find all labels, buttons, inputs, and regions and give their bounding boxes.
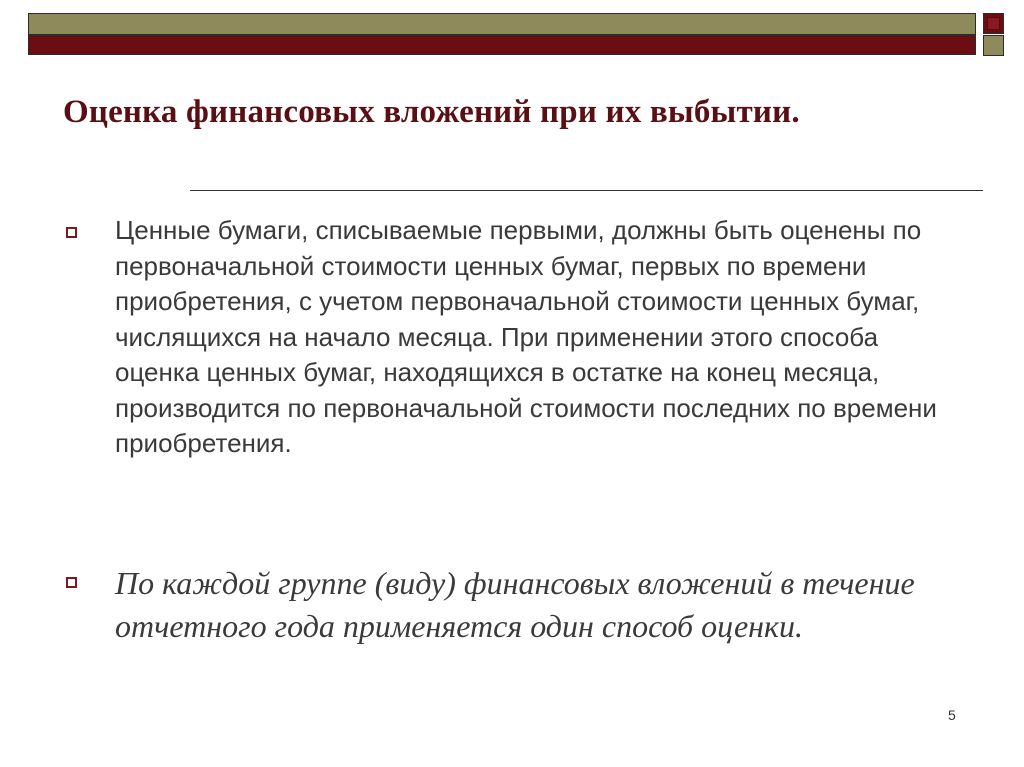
bullet-item-1-text: Ценные бумаги, списываемые первыми, должны быть оценены по первоначальной стоимости ценных бумаг, первых по времени приобретения, с учетом первоначальной стоимости ценных бумаг, числящихся на начало месяца. При применении этого способа оценка ценных бумаг, находящихся в остатке на конец месяца, производится по первоначальной стоимости последних по времени приобретения. xyxy=(115,215,937,458)
hollow-square-bullet-icon xyxy=(66,227,77,238)
header-olive-stripe xyxy=(28,13,976,35)
corner-square-inner xyxy=(987,17,1000,30)
title-divider xyxy=(190,190,983,191)
slide-title: Оценка финансовых вложений при их выбытии. xyxy=(63,94,800,130)
hollow-square-bullet-icon xyxy=(66,577,77,588)
bullet-item-2-text: По каждой группе (виду) финансовых вложений в течение отчетного года применяется один способ оценки. xyxy=(115,565,915,644)
corner-square-bottom xyxy=(983,35,1004,56)
header-decoration-bar xyxy=(28,13,976,55)
page-number: 5 xyxy=(948,707,956,723)
header-maroon-stripe xyxy=(28,35,976,55)
